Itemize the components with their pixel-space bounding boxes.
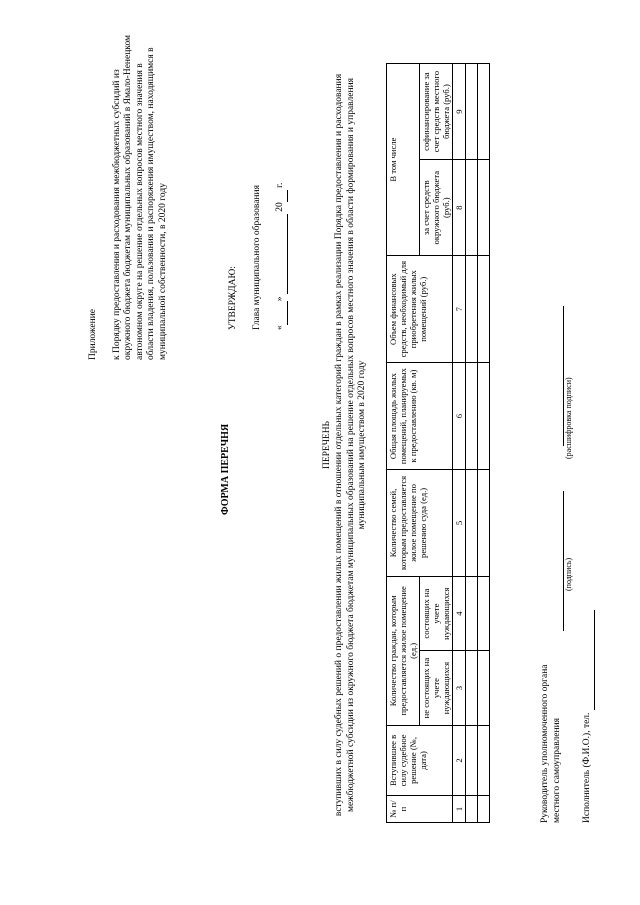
main-table xyxy=(386,63,490,823)
table-cell xyxy=(478,796,490,823)
col-families-header: Количество семей, которым предоставляется жилое помещение по решению суда (ед.) xyxy=(387,470,453,577)
column-number: 9 xyxy=(453,64,466,160)
table-cell xyxy=(478,363,490,470)
col-decision-header: Вступившее в силу судебное решение (№, дата) xyxy=(387,725,453,795)
list-description: вступивших в силу судебных решений о предоставлении жилых помещений в отношении отдельных категорий граждан в рамках реализации Порядка предоставления и расходования межбюджетной субсидии из окружного бюджета бюджетам муниципальных образований на решение отдельных вопросов местного значения в области формирования и управления муниципальным имуществом в 2020 году xyxy=(334,73,367,817)
column-number: 3 xyxy=(453,651,466,725)
table-cell xyxy=(466,470,478,577)
column-number: 1 xyxy=(453,796,466,823)
appendix-block xyxy=(88,30,169,360)
date-quote-close: » xyxy=(275,296,285,302)
table-cell xyxy=(466,160,478,256)
column-number: 4 xyxy=(453,576,466,650)
approval-heading: УТВЕРЖДАЮ: xyxy=(228,266,238,330)
approval-date xyxy=(275,40,288,330)
table-cell xyxy=(478,470,490,577)
table-cell xyxy=(466,256,478,363)
decode-caption: (расшифровка подписи) xyxy=(564,377,573,459)
table-number-row xyxy=(453,64,466,823)
date-suffix: г. xyxy=(275,182,285,188)
col-registered-header: состоящих на учете нуждающихся xyxy=(420,576,453,650)
col-area-header: Общая площадь жилых помещений, планируемых к предоставлению (кв. м) xyxy=(387,363,453,470)
head-line1: Руководитель уполномоченного органа xyxy=(540,664,550,823)
column-number: 7 xyxy=(453,256,466,363)
approval-block xyxy=(228,40,288,330)
table-cell xyxy=(466,576,478,650)
signature-block xyxy=(540,263,595,823)
table-cell xyxy=(478,651,490,725)
column-number: 8 xyxy=(453,160,466,256)
table-cell xyxy=(466,796,478,823)
table-header-row xyxy=(387,64,420,823)
table-cell xyxy=(466,651,478,725)
col-including-header: В том числе xyxy=(387,64,420,256)
col-citizens-header: Количество граждан, которым предоставляется жилое помещение (ед.) xyxy=(387,576,420,725)
approval-position: Глава муниципального образования xyxy=(251,185,262,330)
table-cell xyxy=(466,363,478,470)
column-number: 6 xyxy=(453,363,466,470)
table-cell xyxy=(478,576,490,650)
table-row xyxy=(466,64,478,823)
appendix-title: Приложение xyxy=(88,309,98,360)
column-number: 5 xyxy=(453,470,466,577)
table-cell xyxy=(478,725,490,795)
column-number: 2 xyxy=(453,725,466,795)
col-num-header: № п/п xyxy=(387,796,453,823)
col-district-budget-header: за счет средств окружного бюджета (руб.) xyxy=(420,160,453,256)
sign-caption: (подпись) xyxy=(564,557,573,591)
table-cell xyxy=(478,160,490,256)
col-not-registered-header: не состоящих на учете нуждающихся xyxy=(420,651,453,725)
date-quote-open: « xyxy=(275,325,285,330)
list-title: ПЕРЕЧЕНЬ xyxy=(322,420,332,470)
head-line2: местного самоуправления xyxy=(551,717,562,823)
table-row xyxy=(478,64,490,823)
executor-label: Исполнитель (Ф.И.О.), тел. xyxy=(582,712,592,823)
form-title: ФОРМА ПЕРЕЧНЯ xyxy=(220,423,231,515)
date-year: 20 xyxy=(275,202,285,212)
table-cell xyxy=(478,64,490,160)
table-cell xyxy=(466,725,478,795)
table-cell xyxy=(478,256,490,363)
table-cell xyxy=(466,64,478,160)
appendix-text: к Порядку предоставления и расходования межбюджетных субсидий из окружного бюджета бюджетам муниципальных образований в Ямало-Ненецком автономном округе на решение отдельных вопросов местного значения в области владения, пользования и распоряжения имуществом, находящимся в муниципальной собственности, в 2020 году xyxy=(111,34,168,360)
col-local-budget-header: софинансирование за счет средств местного бюджета (руб.) xyxy=(420,64,453,160)
col-funds-header: Объем финансовых средств, необходимый для приобретения жилых помещений (руб.) xyxy=(387,256,453,363)
